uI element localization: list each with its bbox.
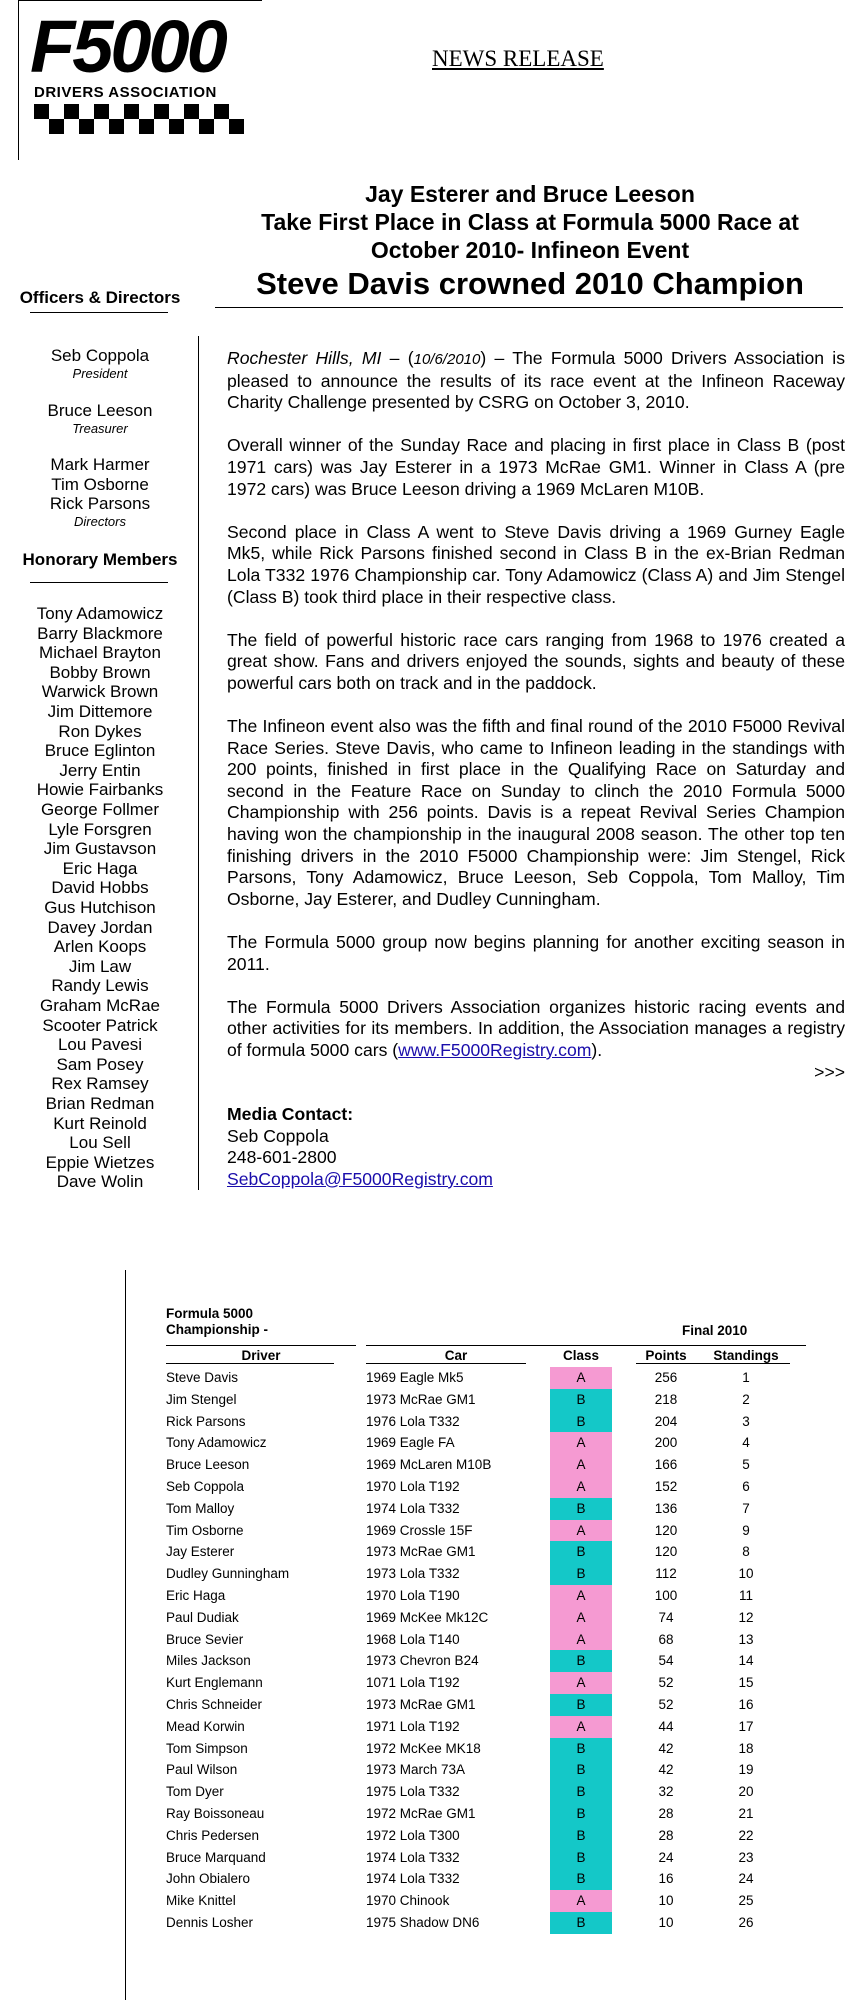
points-cell: 42: [658, 1762, 674, 1778]
standings-row: [166, 1825, 806, 1847]
honorary-member-name: Howie Fairbanks: [36, 780, 164, 800]
standing-cell: 11: [738, 1588, 753, 1603]
class-cell: B: [550, 1411, 612, 1433]
standing-cell: 5: [742, 1457, 750, 1473]
honorary-member-name: Davey Jordan: [47, 917, 153, 937]
honorary-member-name: Dave Wolin: [56, 1172, 144, 1192]
driver-cell: Rick Parsons: [166, 1413, 246, 1429]
points-cell: 54: [658, 1653, 674, 1669]
points-cell: 28: [658, 1827, 674, 1843]
media-contact: [227, 1104, 493, 1190]
driver-cell: Paul Wilson: [166, 1762, 238, 1778]
class-cell: B: [550, 1803, 612, 1825]
standings-row: [166, 1432, 806, 1454]
car-cell: 1974 Lola T332: [366, 1500, 460, 1516]
logo-subtitle: DRIVERS ASSOCIATION: [34, 84, 217, 101]
standings-title-line-1: Formula 5000: [166, 1306, 254, 1321]
points-cell: 100: [654, 1588, 678, 1603]
points-cell: 10: [658, 1915, 674, 1930]
directors-role: Directors: [73, 514, 126, 529]
car-cell: 1973 McRae GM1: [366, 1391, 476, 1407]
car-cell: 1968 Lola T140: [366, 1631, 460, 1647]
standings-row: [166, 1367, 806, 1389]
car-cell: 1071 Lola T192: [366, 1675, 460, 1691]
class-cell: A: [550, 1607, 612, 1629]
sidebar-divider: [198, 336, 199, 1190]
headline-champion: Steve Davis crowned 2010 Champion: [256, 266, 804, 301]
standing-cell: 8: [742, 1544, 750, 1560]
points-cell: 136: [654, 1500, 678, 1516]
honorary-member-name: Kurt Reinold: [53, 1113, 147, 1133]
honorary-member-name: Barry Blackmore: [37, 623, 163, 643]
driver-cell: Jay Esterer: [166, 1544, 235, 1560]
header-standings: Standings: [713, 1348, 779, 1363]
logo: [0, 0, 262, 160]
class-cell: B: [550, 1759, 612, 1781]
honorary-member-name: Arlen Koops: [53, 937, 147, 957]
class-cell: A: [550, 1454, 612, 1476]
standings-row: [166, 1389, 806, 1411]
standing-cell: 6: [742, 1479, 750, 1494]
honorary-heading-rule: [30, 582, 168, 583]
honorary-member-name: Jim Law: [68, 956, 132, 976]
treasurer-name: Bruce Leeson: [47, 401, 153, 420]
points-cell: 52: [658, 1697, 674, 1712]
car-cell: 1973 McRae GM1: [366, 1697, 476, 1712]
class-cell: A: [550, 1476, 612, 1498]
driver-cell: Tim Osborne: [166, 1522, 244, 1538]
car-cell: 1974 Lola T332: [366, 1871, 460, 1887]
honorary-member-name: Sam Posey: [56, 1054, 144, 1074]
class-cell: B: [550, 1389, 612, 1411]
honorary-member-name: Gus Hutchison: [44, 898, 156, 917]
points-cell: 16: [658, 1871, 674, 1887]
headline-line-3: October 2010- Infineon Event: [370, 237, 690, 263]
president-name: Seb Coppola: [50, 346, 150, 365]
standings-row: [166, 1650, 806, 1672]
director-name: Mark Harmer: [50, 455, 150, 474]
driver-cell: Ray Boissoneau: [166, 1806, 265, 1821]
headline-divider: [215, 307, 843, 308]
car-cell: 1974 Lola T332: [366, 1849, 460, 1865]
car-cell: 1973 March 73A: [366, 1762, 466, 1778]
driver-cell: Tom Dyer: [166, 1784, 224, 1800]
car-cell: 1969 McLaren M10B: [366, 1457, 492, 1473]
standings-row: [166, 1868, 806, 1890]
class-cell: A: [550, 1716, 612, 1738]
standings-row: [166, 1607, 806, 1629]
driver-cell: John Obialero: [166, 1871, 251, 1887]
car-cell: 1973 McRae GM1: [366, 1544, 476, 1560]
paragraph-3: Second place in Class A went to Steve Davis driving a 1969 Gurney Eagle Mk5, while Rick Parsons finished second in Class B in the ex-Brian Redman Lola T332 1976 Championship car. Tony Adamowicz (Class A) and Jim Stengel (Class B) took third place in their respective class.: [227, 521, 845, 607]
driver-cell: Jim Stengel: [166, 1391, 237, 1407]
class-cell: B: [550, 1847, 612, 1869]
treasurer-role: Treasurer: [72, 421, 128, 436]
standing-cell: 22: [738, 1827, 754, 1843]
car-cell: 1970 Lola T190: [366, 1588, 460, 1603]
driver-cell: Bruce Sevier: [166, 1631, 244, 1647]
car-cell: 1972 Lola T300: [366, 1827, 460, 1843]
honorary-member-name: Lou Pavesi: [57, 1035, 143, 1055]
class-cell: B: [550, 1781, 612, 1803]
standing-cell: 15: [738, 1675, 754, 1691]
class-cell: A: [550, 1672, 612, 1694]
class-cell: A: [550, 1520, 612, 1542]
news-release-label: NEWS RELEASE: [432, 46, 604, 71]
car-cell: 1973 Chevron B24: [366, 1653, 479, 1669]
honorary-member-name: Ron Dykes: [58, 721, 142, 741]
standing-cell: 2: [742, 1391, 750, 1407]
honorary-member-name: Graham McRae: [40, 996, 160, 1015]
honorary-member-name: Tony Adamowicz: [36, 604, 164, 623]
driver-cell: Steve Davis: [166, 1370, 239, 1385]
standings-row: [166, 1738, 806, 1760]
honorary-member-name: Michael Brayton: [39, 643, 161, 663]
points-cell: 74: [658, 1609, 674, 1625]
standing-cell: 17: [738, 1718, 754, 1734]
car-cell: 1969 McKee Mk12C: [366, 1609, 489, 1625]
standings-row: [166, 1781, 806, 1803]
honorary-member-name: Randy Lewis: [51, 976, 149, 996]
header-underline-driver: [166, 1363, 334, 1364]
class-cell: B: [550, 1563, 612, 1585]
standings-row: [166, 1759, 806, 1781]
headline-line-2: Take First Place in Class at Formula 5000 Race at: [261, 209, 799, 235]
standings-row: [166, 1476, 806, 1498]
car-cell: 1975 Shadow DN6: [366, 1915, 480, 1930]
standing-cell: 26: [738, 1915, 754, 1930]
header-rule-points: [632, 1345, 806, 1346]
car-cell: 1975 Lola T332: [366, 1784, 460, 1800]
standings-row: [166, 1694, 806, 1716]
standing-cell: 23: [738, 1849, 754, 1865]
standings-row: [166, 1585, 806, 1607]
driver-cell: Dudley Gunningham: [166, 1566, 290, 1582]
driver-cell: Miles Jackson: [166, 1653, 251, 1669]
car-cell: 1976 Lola T332: [366, 1413, 460, 1429]
car-cell: 1970 Lola T192: [366, 1479, 460, 1494]
points-cell: 52: [658, 1675, 674, 1691]
car-cell: 1972 McRae GM1: [366, 1806, 476, 1821]
honorary-member-name: Bobby Brown: [49, 662, 151, 682]
standings-row: [166, 1890, 806, 1912]
director-name: Rick Parsons: [49, 494, 151, 513]
driver-cell: Eric Haga: [166, 1588, 226, 1603]
media-contact-heading: Media Contact:: [227, 1104, 354, 1124]
honorary-member-name: Jim Dittemore: [47, 702, 153, 721]
paragraph-7-text: The Formula 5000 Drivers Association organizes historic racing events and other activities for its members. In addition, the Association manages a registry of formula 5000 cars (: [227, 996, 845, 1060]
standing-cell: 14: [738, 1653, 754, 1669]
standing-cell: 24: [738, 1871, 754, 1887]
points-cell: 204: [654, 1413, 678, 1429]
standing-cell: 1: [742, 1370, 750, 1385]
driver-cell: Bruce Leeson: [166, 1457, 250, 1473]
driver-cell: Tony Adamowicz: [166, 1435, 267, 1451]
class-cell: B: [550, 1868, 612, 1890]
class-cell: B: [550, 1694, 612, 1716]
honorary-member-name: Bruce Eglinton: [44, 741, 156, 761]
paragraph-7: [227, 997, 845, 1062]
honorary-member-name: Eric Haga: [62, 858, 138, 878]
standings-title-final: Final 2010: [682, 1323, 748, 1338]
standing-cell: 7: [742, 1500, 750, 1516]
standings-row: [166, 1629, 806, 1651]
points-cell: 120: [654, 1544, 678, 1560]
driver-cell: Kurt Englemann: [166, 1675, 263, 1691]
standing-cell: 20: [738, 1784, 754, 1800]
standings-row: [166, 1498, 806, 1520]
class-cell: A: [550, 1629, 612, 1651]
points-cell: 28: [658, 1806, 674, 1821]
class-cell: A: [550, 1367, 612, 1389]
driver-cell: Mike Knittel: [166, 1893, 236, 1909]
standings-row: [166, 1411, 806, 1433]
standings-row: [166, 1847, 806, 1869]
honorary-member-name: Jerry Entin: [59, 760, 141, 780]
points-cell: 256: [654, 1370, 678, 1385]
points-cell: 68: [658, 1631, 674, 1647]
standings-row: [166, 1454, 806, 1476]
director-name: Tim Osborne: [51, 474, 149, 494]
standings-left-rule: [125, 1270, 126, 2000]
driver-cell: Tom Malloy: [166, 1500, 235, 1516]
driver-cell: Dennis Losher: [166, 1915, 254, 1930]
class-cell: A: [550, 1585, 612, 1607]
headline: [215, 180, 845, 304]
standings-row: [166, 1672, 806, 1694]
honorary-member-name: Brian Redman: [45, 1094, 155, 1113]
header-points: Points: [645, 1348, 687, 1363]
points-cell: 166: [654, 1457, 678, 1473]
honorary-member-name: Warwick Brown: [41, 682, 159, 702]
honorary-member-name: Scooter Patrick: [42, 1015, 158, 1035]
registry-link[interactable]: www.F5000Registry.com: [398, 1040, 592, 1060]
continued-marker: >>>: [814, 1061, 845, 1082]
class-cell: B: [550, 1738, 612, 1760]
car-cell: 1969 Crossle 15F: [366, 1522, 473, 1538]
headline-line-1: Jay Esterer and Bruce Leeson: [365, 181, 695, 207]
paragraph-4: The field of powerful historic race cars ranging from 1968 to 1976 created a great show. Fans and drivers enjoyed the sounds, sights and beauty of these powerful cars both on track and in the paddock.: [227, 629, 845, 693]
driver-cell: Chris Pedersen: [166, 1827, 260, 1843]
standing-cell: 16: [738, 1697, 754, 1712]
standing-cell: 3: [742, 1413, 750, 1429]
points-cell: 44: [658, 1718, 674, 1734]
header-rule-driver: [166, 1345, 356, 1346]
driver-cell: Tom Simpson: [166, 1740, 248, 1756]
points-cell: 200: [654, 1435, 678, 1451]
paragraph-5: The Infineon event also was the fifth and final round of the 2010 F5000 Revival Race Series. Steve Davis, who came to Infineon leading in the standings with 200 points, finished in first place in the Qualifying Race on Saturday and second in the Feature Race on Sunday to clinch the 2010 Formula 5000 Championship with 256 points. Davis is a repeat Revival Series Champion having won the championship in the inaugural 2008 season. The other top ten finishing drivers in the 2010 F5000 Championship were: Jim Stengel, Rick Parsons, Tony Adamowicz, Bruce Leeson, Seb Coppola, Tom Malloy, Tim Osborne, Jay Esterer, and Dudley Cunningham.: [227, 716, 845, 909]
standing-cell: 12: [738, 1609, 754, 1625]
driver-cell: Seb Coppola: [166, 1479, 245, 1494]
car-cell: 1970 Chinook: [366, 1893, 450, 1909]
points-cell: 112: [655, 1566, 677, 1582]
points-cell: 32: [658, 1784, 674, 1800]
press-release-body: [227, 348, 845, 1083]
standings-row: [166, 1563, 806, 1585]
standing-cell: 25: [738, 1893, 754, 1909]
honorary-member-name: Lou Sell: [69, 1133, 131, 1153]
media-contact-email-link[interactable]: SebCoppola@F5000Registry.com: [227, 1168, 493, 1189]
standing-cell: 10: [738, 1566, 754, 1582]
points-cell: 120: [654, 1522, 678, 1538]
header-class: Class: [562, 1348, 600, 1363]
paragraph-7-end: ).: [591, 1040, 603, 1060]
honorary-member-name: Eppie Wietzes: [45, 1152, 155, 1172]
media-contact-name: Seb Coppola: [227, 1125, 329, 1146]
driver-cell: Chris Schneider: [166, 1697, 263, 1712]
driver-cell: Paul Dudiak: [166, 1609, 239, 1625]
dateline-place: Rochester Hills, MI: [227, 348, 382, 368]
paragraph-1-text: ) – The Formula 5000 Drivers Association is pleased to announce the results of its race event at the Infineon Raceway Charity Challenge presented by CSRG on October 3, 2010.: [227, 348, 845, 413]
car-cell: 1973 Lola T332: [366, 1566, 460, 1582]
header-underline-car: [366, 1363, 526, 1364]
driver-cell: Bruce Marquand: [166, 1849, 266, 1865]
class-cell: B: [550, 1541, 612, 1563]
logo-frame-left: [18, 0, 19, 160]
logo-brand: F5000: [30, 5, 225, 88]
honorary-member-name: Jim Gustavson: [43, 839, 157, 859]
media-contact-phone: 248-601-2800: [227, 1147, 337, 1168]
standings-row: [166, 1912, 806, 1934]
paragraph-1: [227, 348, 845, 414]
car-cell: 1969 Eagle FA: [366, 1435, 455, 1451]
points-cell: 152: [654, 1479, 678, 1494]
header-underline-points: [636, 1363, 790, 1364]
checkered-flag-pattern: [34, 104, 244, 134]
honorary-member-name: Rex Ramsey: [51, 1074, 149, 1094]
paragraph-2: Overall winner of the Sunday Race and placing in first place in Class B (post 1971 cars) was Jay Esterer in a 1973 McRae GM1. Winner in Class A (pre 1972 cars) was Bruce Leeson driving a 1969 McLaren M10B.: [227, 435, 845, 499]
standings-title-line-2: Championship -: [166, 1322, 268, 1337]
honorary-heading: Honorary Members: [22, 550, 178, 569]
dateline-separator: – (: [381, 348, 414, 368]
driver-cell: Mead Korwin: [166, 1718, 245, 1734]
logo-frame-top: [18, 0, 262, 1]
paragraph-6: The Formula 5000 group now begins planning for another exciting season in 2011.: [227, 932, 845, 974]
class-cell: B: [550, 1825, 612, 1847]
standing-cell: 18: [738, 1740, 754, 1756]
header-car: Car: [444, 1348, 468, 1363]
president-role: President: [72, 366, 128, 381]
points-cell: 10: [658, 1893, 674, 1909]
standings-row: [166, 1520, 806, 1542]
class-cell: B: [550, 1650, 612, 1672]
class-cell: B: [550, 1912, 612, 1934]
car-cell: 1972 McKee MK18: [366, 1740, 481, 1756]
standing-cell: 21: [738, 1806, 754, 1821]
points-cell: 24: [658, 1849, 674, 1865]
honorary-member-name: David Hobbs: [51, 878, 149, 898]
car-cell: 1971 Lola T192: [366, 1718, 460, 1734]
points-cell: 218: [654, 1391, 678, 1407]
class-cell: A: [550, 1890, 612, 1912]
standing-cell: 13: [738, 1631, 754, 1647]
class-cell: B: [550, 1498, 612, 1520]
dateline-date: 10/6/2010: [413, 351, 481, 368]
car-cell: 1969 Eagle Mk5: [366, 1370, 464, 1385]
honorary-member-name: George Follmer: [40, 800, 160, 819]
standings-title: [166, 1306, 268, 1338]
officers-heading-rule: [30, 312, 168, 313]
officers-heading: Officers & Directors: [19, 288, 181, 307]
honorary-member-name: Lyle Forsgren: [48, 819, 152, 839]
standings-row: [166, 1541, 806, 1563]
standing-cell: 4: [742, 1435, 750, 1451]
class-cell: A: [550, 1432, 612, 1454]
standing-cell: 19: [738, 1762, 754, 1778]
points-cell: 42: [658, 1740, 674, 1756]
standings-row: [166, 1716, 806, 1738]
standings-row: [166, 1803, 806, 1825]
header-driver: Driver: [241, 1348, 281, 1363]
standing-cell: 9: [742, 1522, 750, 1538]
